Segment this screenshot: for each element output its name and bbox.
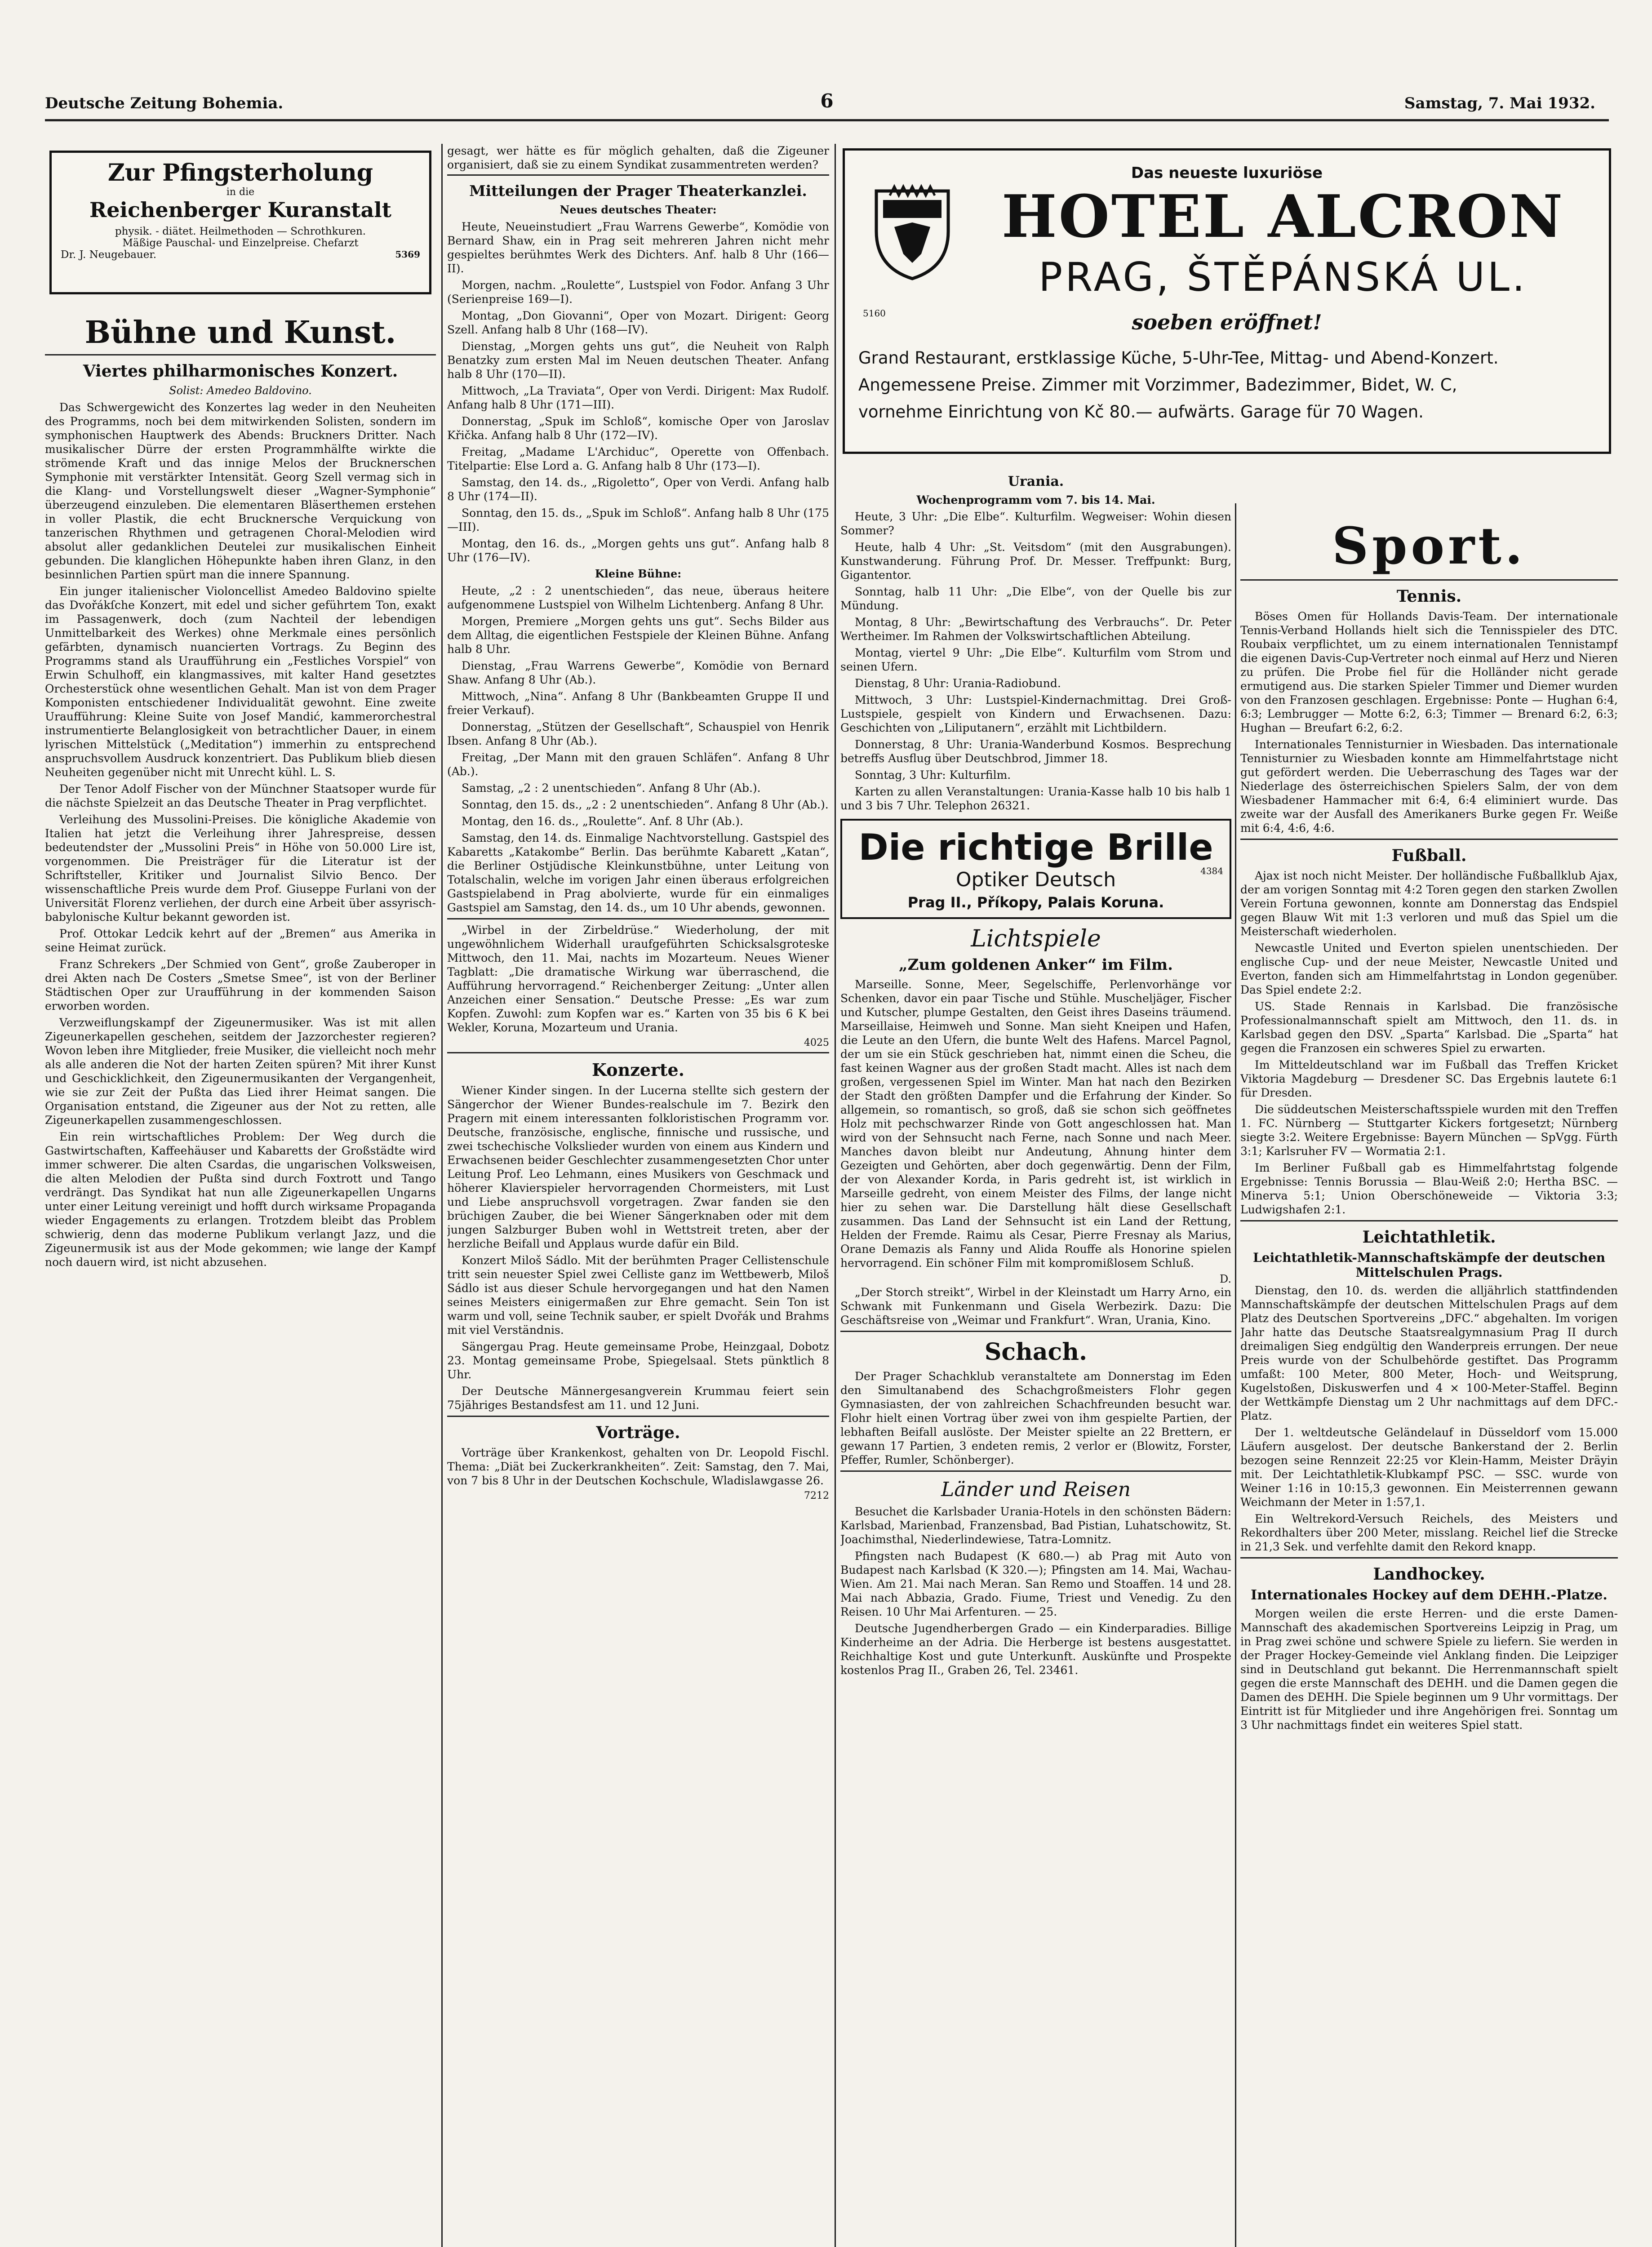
section-rule-sport [1240,579,1618,581]
reisen-title: Länder und Reisen [941,1478,1131,1501]
kleine-item: Samstag, den 14. ds. Einmalige Nachtvorstellung. Gastspiel des Kabaretts „Katakombe“ Berlin. Das berühmte Kabarett „Katan“, die Berliner Ostjüdische Kleinkunstbühne, unter Leitung von Totalschalin, welche im vorigen Jahr einen überaus erfolgreichen Gastspielabend in Prag abolvierte, wurde für ein einmaliges Gastspiel am Samstag, den 14. ds., um 10 Uhr abends, gewonnen. [447,831,829,914]
leichtathletik-text: Dienstag, den 10. ds. werden die alljährlich stattfindenden Mannschaftskämpfe der deutschen Mittelschulen Prags auf dem Platz des Deutschen Sportvereins „DFC.“ abgehalten. Im vorigen Jahr hatte das Deutsche Staatsrealgymnasium Prag II durch dreimaligen Sieg endgültig den Wanderpreis errungen. Der neue Preis wurde von der Schulbehörde gestiftet. Das Programm umfaßt: 100 Meter, 800 Meter, Hoch- und Weitsprung, Kugelstoßen, Diskuswerfen und 4 × 100-Meter-Staffel. Beginn der Wettkämpfe Dienstag um 2 Uhr nachmittags auf dem DFC.-Platz. [1240,1284,1618,1422]
storch-notice: „Der Storch streikt“, Wirbel in der Kleinstadt um Harry Arno, ein Schwank mit Funkenmann und Gisela Werbezirk. Dazu: Die Geschäftsreise von „Weimar und Frankfurt“. Wran, Urania, Kino. [840,1286,1231,1327]
ad-hotel-line1: Grand Restaurant, erstklassige Küche, 5-Uhr-Tee, Mittag- und Abend-Konzert. [858,348,1499,368]
urania-item: Mittwoch, 3 Uhr: Lustspiel-Kindernachmittag. Drei Groß-Lustspiele, gespielt von Kindern und Erwachsenen. Dazu: Geschichten von „Liliputanern“, erzählt mit Lichtbildern. [840,693,1231,734]
lichtspiele-title: Lichtspiele [971,925,1101,952]
divider [1240,1557,1618,1559]
kleine-item: Mittwoch, „Nina“. Anfang 8 Uhr (Bankbeamten Gruppe II und freier Verkauf). [447,690,829,717]
fussball-item: Die süddeutschen Meisterschaftsspiele wurden mit den Treffen 1. FC. Nürnberg — Stuttgarter Kickers fortgesetzt; Nürnberg siegte 3:2. Weitere Ergebnisse: Bayern München — SpVgg. Fürth 3:1; Karlsruher FV — Wormatia 2:1. [1240,1103,1618,1158]
film-signature: D. [1219,1273,1231,1285]
wirbel-code: 4025 [804,1037,829,1048]
kleine-item: Samstag, „2 : 2 unentschieden“. Anfang 8 Uhr (Ab.). [462,782,761,795]
tennis-text: Böses Omen für Hollands Davis-Team. Der internationale Tennis-Verband Hollands hielt sich die Tennisspieler des DTC. Roubaix verpflichtet, um zu einem internationalen Tennistampf die eigenen Davis-Cup-Vertreter noch einmal auf Herz und Nieren zu prüfen. Die Probe fiel für die Holländer nicht gerade ermutigend aus. Die starken Spieler Timmer und Diemer wurden von den Franzosen geschlagen. Ergebnisse: Ponte — Hughan 6:4, 6:3; Lembrugger — Motte 6:2, 6:3; Timmer — Brenard 6:2, 6:3; Hughan — Breufart 6:2, 6:2. [1240,610,1618,734]
ad-kuranstalt-line4: physik. - diätet. Heilmethoden — Schrothkuren. [115,226,366,237]
ad-brille-code: 4384 [1200,866,1223,876]
paragraph: gesagt, wer hätte es für möglich gehalten, daß die Zigeuner organisiert, daß sie zu einem Syndikat zusammentreten werden? [447,144,829,171]
kleine-item: Heute, „2 : 2 unentschieden“, das neue, überaus heitere aufgenommene Lustspiel von Wilhelm Lichtenberg. Anfang 8 Uhr. [447,584,829,611]
ad-hotel-alcron [843,148,1611,454]
urania-item: Sonntag, 3 Uhr: Kulturfilm. [855,768,1011,782]
paragraph: Verzweiflungskampf der Zigeunermusiker. Was ist mit allen Zigeunerkapellen geschehen, seitdem der Jazzorchester regieren? Wovon leben ihre Mitglieder, freie Musiker, die vielleicht noch mehr als alle anderen die Not der harten Zeiten spüren? Mit ihrer Kunst und Geschicklichkeit, den Zigeunermusikanten der Vergangenheit, wie sie zur Zeit der Pußta das Lied ihrer Heimat sangen. Die Organisation entstand, die Zigeuner aus der Not zu retten, alle Zigeunerkapellen zusammengeschlossen. [45,1016,436,1127]
film-text: Marseille. Sonne, Meer, Segelschiffe, Perlenvorhänge vor Schenken, davor ein paar Tische und Stühle. Muscheljäger, Fischer und Kutscher, plumpe Gestalten, den Geist ihres Daseins träumend. Marseillaise, Heimweh und Sonne. Man sieht Kneipen und Hafen, die Leute an den Ufern, die bunte Welt des Hafens. Marcel Pagnol, der um sie ein Stück geschrieben hat, nimmt einen die Scheu, die fast keinen Wagner aus der großen Stadt macht. Alles ist nach dem großen, vergessenen Spiel im Winter. Man hat nach den Bezirken der Stadt den größten Dampfer und die Erfahrung der Kinder. So allgemein, so romantisch, so groß, daß sie schon sich geöffnetes Holz mit pechschwarzer Rinde von Gott angeschlossen hat. Man wird von der Sehnsucht nach Ferne, nach Sonne und nach Meer. Manches davon bleibt nur Andeutung, Ahnung hinter dem Gezeigten und Gehörten, aber doch gegenwärtig. Denn der Film, der von Alexander Korda, in Paris gedreht ist, ist wirklich in Marseille gedreht, von einem Meister des Films, der lange nicht hier zu sehen war. Die Darstellung hält diese Gesellschaft zusammen. Das Land der Sehnsucht ist ein Land der Rettung, Helden der Fremde. Raimu als Cesar, Pierre Fresnay als Marius, Orane Demazis als Fanny und Alida Rouffe als Honorine spielen hervorragend. Ein schöner Film mit kompromißlosem Schluß. [840,978,1231,1270]
ad-brille-addr: Prag II., Příkopy, Palais Koruna. [907,894,1164,911]
paragraph: Ein rein wirtschaftliches Problem: Der Weg durch die Gastwirtschaften, Kaffeehäuser und Kabaretts der Großstädte wird immer schwerer. Die alten Csardas, die ungarischen Volksweisen, die alten Melodien der Pußta sind durch Foxtrott und Tango verdrängt. Das Syndikat hat nun alle Zigeunerkapellen Ungarns unter einer Leitung vereinigt und hofft durch wirksame Propaganda wieder Engagements zu erlangen. Trotzdem bleibt das Problem schwierig, denn das moderne Publikum verlangt Jazz, und die Zigeunermusik ist aus der Mode gekommen; wie lange der Kampf noch dauern wird, ist nicht abzusehen. [45,1130,436,1269]
ad-kuranstalt [49,151,431,294]
divider [1240,839,1618,840]
paragraph: Verleihung des Mussolini-Preises. Die königliche Akademie von Italien hat jetzt die Verleihung ihrer Jahrespreise, dessen bedeutendster der „Mussolini Preis“ in Höhe von 50.000 Lire ist, vorgenommen. Die Preisträger für die Literatur ist der Schriftsteller, Kritiker und Journalist Silvio Benco. Der wissenschaftliche Preis wurde dem Prof. Giuseppe Furlani von der Universität Florenz verliehen, der durch eine Arbeit über assyrisch-babylonische Kultur bekannt geworden ist. [45,813,436,924]
divider [447,1416,829,1417]
kleine-item: Donnerstag, „Stützen der Gesellschaft“, Schauspiel von Henrik Ibsen. Anfang 8 Uhr (Ab.). [447,720,829,747]
ad-hotel-line2: Angemessene Preise. Zimmer mit Vorzimmer, Badezimmer, Bidet, W. C, [858,375,1457,395]
konzerte-title: Konzerte. [592,1060,684,1080]
reisen-item: Deutsche Jugendherbergen Grado — ein Kinderparadies. Billige Kinderheime an der Adria. Die Herberge ist bestens ausgestattet. Reichhaltige Kost und gute Unterkunft. Auskünfte und Prospekte kostenlos Prag II., Graben 26, Tel. 23461. [840,1622,1231,1677]
column-rule-1 [441,144,443,2247]
wirbel-notice: „Wirbel in der Zirbeldrüse.“ Wiederholung, der mit ungewöhnlichem Widerhall uraufgeführten Schicksalsgroteske Mittwoch, den 11. Mai, nachts im Mozarteum. Neues Wiener Tagblatt: „Die dramatische Wirkung war überraschend, die Aufführung hervorragend.“ Reichenberger Zeitung: „Unter allen Anzeichen einer Sensation.“ Deutsche Presse: „Es war zum Kopfen. Zuwohl: zum Kopfen war es.“ Karten von 35 bis 6 K bei Wekler, Koruna, Mozarteum und Urania. [447,924,829,1034]
masthead-rule [45,119,1609,121]
sport-title: Sport. [1332,517,1526,576]
konzert-item: Wiener Kinder singen. In der Lucerna stellte sich gestern der Sängerchor der Wiener Bundes-realschule im 7. Bezirk den Pragern mit einem interessanten folkloristischen Programm vor. Deutsche, französische, englische, finnische und russische, und zwei tschechische Volkslieder wurden von einem aus Kindern und Erwachsenen beider Geschlechter zusammengesetzten Chor unter Leitung Prof. Leo Lehmann, eines Musikers von Geschmack und höherer Klavierspieler hervorragenden Chormeisters, mit Lust und Liebe anspruchsvoll vorgetragen. Zwar fanden sie den brüchigen Zauber, die bei Wiener Sängerknaben oder mit dem jungen Salzburger Buben wohl in Wettstreit treten, aber der herzliche Beifall und Applaus wurde dafür ein Bild. [447,1084,829,1250]
kleine-item: Morgen, Premiere „Morgen gehts uns gut“. Sechs Bilder aus dem Alltag, die eigentlichen Festspiele der Kleinen Bühne. Anfang halb 8 Uhr. [447,615,829,656]
fussball-item: Im Berliner Fußball gab es Himmelfahrtstag folgende Ergebnisse: Tennis Borussia — Blau-Weiß 2:0; Hertha BSC. — Minerva 5:1; Union Oberschöneweide — Viktoria 3:3; Ludwigshafen 2:1. [1240,1161,1618,1216]
section-rule-buehne [45,354,436,355]
fussball-item: Newcastle United und Everton spielen unentschieden. Der englische Cup- und der neue Meister, Newcastle United und Everton, fanden sich am Himmelfahrtstag in London gegenüber. Das Spiel endete 2:2. [1240,941,1618,996]
leichtathletik-title: Leichtathletik. [1362,1228,1496,1247]
konzert-item: Sängergau Prag. Heute gemeinsame Probe, Heinzgaal, Dobotz 23. Montag gemeinsame Probe, Spiegelsaal. Stets pünktlich 8 Uhr. [447,1340,829,1381]
ad-kuranstalt-line5: Mäßige Pauschal- und Einzelpreise. Chefarzt [122,237,359,249]
reisen-item: Pfingsten nach Budapest (K 680.—) ab Prag mit Auto von Budapest nach Karlsbad (K 320.—); Pfingsten am 14. Mai, Wachau-Wien. Am 21. Mai nach Meran. San Remo und Stoaffen. 14 und 28. Mai nach Abbazia, Grado. Fiume, Triest und Venedig. Zu den Reisen. 10 Uhr Mai Arfenturen. — 25. [840,1550,1231,1618]
theater-item: Montag, „Don Giovanni“, Oper von Mozart. Dirigent: Georg Szell. Anfang halb 8 Uhr (168—IV). [447,309,829,336]
schach-text: Der Prager Schachklub veranstaltete am Donnerstag im Eden den Simultanabend des Schachgroßmeisters Flohr gegen Gymnasiasten, der von zahlreichen Schachfreunden besucht war. Flohr hielt einen Vortrag über zwei von ihm gespielte Partien, der lebhaften Beifall auslöste. Der Meister spielte an 22 Brettern, er gewann 17 Partien, 3 endeten remis, 2 verlor er (Blowitz, Forster, Pfeffer, Rumler, Schönberger). [840,1370,1231,1466]
kleine-item: Dienstag, „Frau Warrens Gewerbe“, Komödie von Bernard Shaw. Anfang 8 Uhr (Ab.). [447,659,829,686]
divider [447,1052,829,1053]
vortraege-title: Vorträge. [596,1423,680,1442]
leichtathletik-text: Ein Weltrekord-Versuch Reichels, des Meisters und Rekordhalters über 200 Meter, misslang. Reichel lief die Strecke in 21,3 Sek. und verfehlte damit den Rekord knapp. [1240,1512,1618,1553]
theater-item: Dienstag, „Morgen gehts uns gut“, die Neuheit von Ralph Benatzky zum ersten Mal im Neuen deutschen Theater. Anfang halb 8 Uhr (170—II). [447,340,829,381]
masthead-page: 6 [820,90,834,112]
paragraph: Ein junger italienischer Violoncellist Amedeo Baldovino spielte das Dvořákſche Konzert, mit edel und sicher geführtem Ton, exakt im Passagenwerk, doch (zum Nachteil der lebendigen Unmittelbarkeit des Werkes) ohne Merkmale eines persönlich gefärbten, dynamisch nuancierten Vortrags. Zu Beginn des Programms stand als Uraufführung ein „Festliches Vorspiel“ von Erwin Schulhoff, ein klangmassives, mit kalter Hand gesetztes Orchesterstück ohne wesentlichen Gehalt. Man ist von dem Prager Komponisten entschiedener Individualität gewohnt. Eine zweite Uraufführung: Kleine Suite von Josef Mandić, kammerorchestral instrumentierte Belanglosigkeit von betrachtlicher Dauer, in einem lyrischen Mittelstück („Meditation“) immerhin zu entsprechend anspruchsvollem Ausdruck konzentriert. Das Publikum blieb diesen Neuheiten gegenüber nicht mit Unrecht kühl. L. S. [45,585,436,779]
urania-item: Montag, 8 Uhr: „Bewirtschaftung des Verbrauchs“. Dr. Peter Wertheimer. Im Rahmen der Volkswirtschaftlichen Abteilung. [840,616,1231,643]
film-title: „Zum goldenen Anker“ im Film. [899,956,1173,974]
urania-item: Heute, 3 Uhr: „Die Elbe“. Kulturfilm. Wegweiser: Wohin diesen Sommer? [840,510,1231,537]
reisen-item: Besuchet die Karlsbader Urania-Hotels in den schönsten Bädern: Karlsbad, Marienbad, Franzensbad, Bad Pistian, Luhatschowitz, St. Joachimsthal, Niederlindewiese, Tatra-Lomnitz. [840,1505,1231,1546]
masthead-right: Samstag, 7. Mai 1932. [1404,94,1595,112]
fussball-item: Im Mitteldeutschland war im Fußball das Treffen Kricket Viktoria Magdeburg — Dresdener SC. Das Ergebnis lautete 6:1 für Dresden. [1240,1058,1618,1099]
column-2 [447,144,829,2247]
leichtathletik-text: Der 1. weltdeutsche Geländelauf in Düsseldorf vom 15.000 Läufern ausgelost. Der deutsche Bankerstand der 2. Berlin bezogen seine Rennzeit 22:25 vor Klein-Hamm, Meister Dräyin mit. Der Leichtathletik-Klubkampf PSC. — SSC. wurde von Weiner 1:16 in 10:15,3 gewonnen. Ein Meisterrennen gewann Weichmann der Meter in 1:57,1. [1240,1426,1618,1509]
ad-brille-title: Die richtige Brille [858,826,1213,868]
ad-hotel-name: HOTEL ALCRON [1001,182,1565,251]
masthead-left: Deutsche Zeitung Bohemia. [45,94,284,112]
kleine-buehne-title: Kleine Bühne: [595,567,682,580]
urania-item: Donnerstag, 8 Uhr: Urania-Wanderbund Kosmos. Besprechung betreffs Ausflug über Deutschbrod, Jimmer 18. [840,738,1231,765]
theater-subtitle: Neues deutsches Theater: [560,203,717,216]
theater-item: Heute, Neueinstudiert „Frau Warrens Gewerbe“, Komödie von Bernard Shaw, ein in Prag seit mehreren Jahren nicht mehr gespieltes berühmtes Werk des Dichters. Anf. halb 8 Uhr (166—II). [447,220,829,275]
hockey-title: Landhockey. [1373,1565,1485,1584]
divider [840,1470,1231,1472]
article-subtitle-konzert: Solist: Amedeo Baldovino. [169,384,312,397]
paragraph: Der Tenor Adolf Fischer von der Münchner Staatsoper wurde für die nächste Spielzeit an das Deutsche Theater in Prag verpflichtet. [45,782,436,809]
column-3 [840,467,1231,2247]
section-title-buehne: Bühne und Kunst. [84,315,396,351]
vortraege-code: 7212 [804,1490,829,1501]
urania-item: Wochenprogramm vom 7. bis 14. Mai. [916,493,1155,506]
divider [840,1331,1231,1332]
theater-item: Mittwoch, „La Traviata“, Oper von Verdi. Dirigent: Max Rudolf. Anfang halb 8 Uhr (171—III). [447,384,829,411]
theater-title: Mitteilungen der Prager Theaterkanzlei. [469,182,807,200]
column-1 [45,310,436,2247]
column-rule-2 [835,144,836,2247]
urania-item: Dienstag, 8 Uhr: Urania-Radiobund. [855,677,1061,690]
fussball-item: Ajax ist noch nicht Meister. Der holländische Fußballklub Ajax, der am vorigen Sonntag mit 4:2 Toren gegen den starken Zwollen Verein Fortuna gewonnen, konnte am Donnerstag das Endspiel gegen Blauw Wit mit 1:3 verloren und muß das Spiel um die Meisterschaft wiederholen. [1240,869,1618,938]
kleine-item: Freitag, „Der Mann mit den grauen Schläfen“. Anfang 8 Uhr (Ab.). [447,751,829,778]
divider [1240,1220,1618,1221]
paragraph: Das Schwergewicht des Konzertes lag weder in den Neuheiten des Programms, noch bei dem mitwirkenden Solisten, sondern im symphonischen Hauptwerk des Abends: Bruckners Dritter. Nach musikalischer Dürre der ersten Programmhälfte wirkte die strömende Kraft und das innige Melos der Brucknerschen Symphonie mit verstärkter Intensität. Georg Szell vermag sich in die Klang- und Vorstellungswelt dieser „Wagner-Symphonie“ überzeugend einzuleben. Die elementaren Bläserthemen erstehen in voller Plastik, die echt Brucknersche Verquickung von tanzerischen Rhythmen und getragenen Choral-Melodien wird absolut aller gedanklichen Deutelei zur musikalischen Einheit gebunden. Die klanglichen Höhepunkte haben ihren Glanz, in den besinnlichen Partien spürt man die innere Spannung. [45,401,436,581]
ad-hotel-opened: soeben eröffnet! [1132,310,1322,334]
theater-item: Sonntag, den 15. ds., „Spuk im Schloß“. Anfang halb 8 Uhr (175—III). [447,506,829,533]
ad-kuranstalt-line1: Zur Pfingsterholung [107,159,373,187]
kleine-item: Sonntag, den 15. ds., „2 : 2 unentschieden“. Anfang 8 Uhr (Ab.). [462,798,829,811]
ad-kuranstalt-line6: Dr. J. Neugebauer. [61,249,157,261]
theater-item: Donnerstag, „Spuk im Schloß“, komische Oper von Jaroslav Křička. Anfang halb 8 Uhr (172—IV). [447,415,829,442]
urania-item: Montag, viertel 9 Uhr: „Die Elbe“. Kulturfilm vom Strom und seinen Ufern. [840,646,1231,673]
ad-brille-name: Optiker Deutsch [955,868,1116,891]
ad-kuranstalt-line3: Reichenberger Kuranstalt [89,198,392,222]
ad-hotel-top: Das neueste luxuriöse [1131,164,1323,182]
leichtathletik-subtitle: Leichtathletik-Mannschaftskämpfe der deutschen Mittelschulen Prags. [1253,1250,1605,1280]
paragraph: Prof. Ottokar Ledcik kehrt auf der „Bremen“ aus Amerika in seine Heimat zurück. [45,927,436,954]
theater-item: Samstag, den 14. ds., „Rigoletto“, Oper von Verdi. Anfang halb 8 Uhr (174—II). [447,476,829,503]
column-4 [1240,467,1618,2247]
tennis-text: Internationales Tennisturnier in Wiesbaden. Das internationale Tennisturnier zu Wiesbaden konnte am Himmelfahrtstage nicht gut gefördert werden. Die Ueberraschung des Tages war der Niederlage des österreichischen Spielers Salm, der von dem Wiesbadener Hammacher mit 6:4, 6:4 eliminiert wurde. Das zweite war der Ausfall des Amerikaners Burke gegen Fr. Weiße mit 6:4, 4:6, 4:6. [1240,738,1618,835]
ad-kuranstalt-code: 5369 [395,249,420,260]
urania-title: Urania. [1008,474,1064,489]
urania-item: Heute, halb 4 Uhr: „St. Veitsdom“ (mit den Ausgrabungen). Kunstwanderung. Führung Prof. Dr. Messer. Treffpunkt: Burg, Gigantentor. [840,541,1231,582]
kleine-item: Montag, den 16. ds., „Roulette“. Anf. 8 Uhr (Ab.). [462,815,743,828]
hockey-text: Morgen weilen die erste Herren- und die erste Damen-Mannschaft des akademischen Sportvereins Leipzig in Prag, um in Prag zwei schöne und schwere Spiele zu liefern. Sie werden in der Prager Hockey-Gemeinde viel Anklang finden. Die Leipziger sind in Deutschland gut bekannt. Die Herrenmannschaft spielt gegen die erste Mannschaft des DEHH. und die Damen gegen die Damen des DEHH. Die Spiele beginnen um 9 Uhr vormittags. Der Eintritt ist für Mitglieder und ihre Angehörigen frei. Sonntag um 3 Uhr nachmittags findet ein weiteres Spiel statt. [1240,1607,1618,1732]
tennis-title: Tennis. [1396,587,1462,606]
article-title-konzert: Viertes philharmonisches Konzert. [83,362,398,381]
hockey-subtitle: Internationales Hockey auf dem DEHH.-Platze. [1251,1587,1608,1603]
ad-hotel-code: 5160 [863,308,886,319]
divider [447,174,829,176]
schach-title: Schach. [984,1338,1088,1366]
konzert-item: Der Deutsche Männergesangverein Krummau feiert sein 75jähriges Bestandsfest am 11. und 12 Juni. [447,1385,829,1412]
divider [447,918,829,919]
ad-hotel-location: PRAG, ŠTĚPÁNSKÁ UL. [1039,254,1528,300]
theater-item: Morgen, nachm. „Roulette“, Lustspiel von Fodor. Anfang 3 Uhr (Serienpreise 169—I). [447,279,829,306]
vortraege-text: Vorträge über Krankenkost, gehalten von Dr. Leopold Fischl. Thema: „Diät bei Zuckerkrankheiten“. Zeit: Samstag, den 7. Mai, von 7 bis 8 Uhr in der Deutschen Kochschule, Wladislawgasse 26. [447,1446,829,1487]
fussball-title: Fußball. [1391,846,1467,865]
urania-item: Sonntag, halb 11 Uhr: „Die Elbe“, von der Quelle bis zur Mündung. [840,585,1231,612]
column-rule-3 [1235,503,1236,2247]
coat-of-arms-icon [867,182,957,281]
ad-brille [840,819,1231,919]
theater-item: Freitag, „Madame L'Archiduc“, Operette von Offenbach. Titelpartie: Else Lord a. G. Anfang halb 8 Uhr (173—I). [447,445,829,472]
theater-item: Montag, den 16. ds., „Morgen gehts uns gut“. Anfang halb 8 Uhr (176—IV). [447,537,829,564]
konzert-item: Konzert Miloš Sádlo. Mit der berühmten Prager Cellistenschule tritt sein neuester Spiel zwei Celliste ganz im Wettbewerb, Miloš Sádlo ist aus dieser Schule hervorgegangen und hat den Namen seines Meisters einigermaßen zur Ehre gemacht. Sein Ton ist warm und voll, seine Technik sauber, er spielt Dvořák und Brahms mit viel Verständnis. [447,1254,829,1337]
ad-hotel-line3: vornehme Einrichtung von Kč 80.— aufwärts. Garage für 70 Wagen. [858,402,1424,422]
paragraph: Franz Schrekers „Der Schmied von Gent“, große Zauberoper in drei Akten nach De Costers „Smetse Smee“, ist von der Berliner Städtischen Oper zur Uraufführung in der kommenden Saison erworben worden. [45,958,436,1012]
fussball-item: US. Stade Rennais in Karlsbad. Die französische Professionalmannschaft spielt am Mittwoch, den 11. ds. in Karlsbad gegen den DSV. „Sparta“ Karlsbad. Die „Sparta“ hat gegen die Franzosen ein schweres Spiel zu erwarten. [1240,1000,1618,1055]
ad-kuranstalt-line2: in die [226,187,255,198]
urania-item: Karten zu allen Veranstaltungen: Urania-Kasse halb 10 bis halb 1 und 3 bis 7 Uhr. Telephon 26321. [840,785,1231,812]
